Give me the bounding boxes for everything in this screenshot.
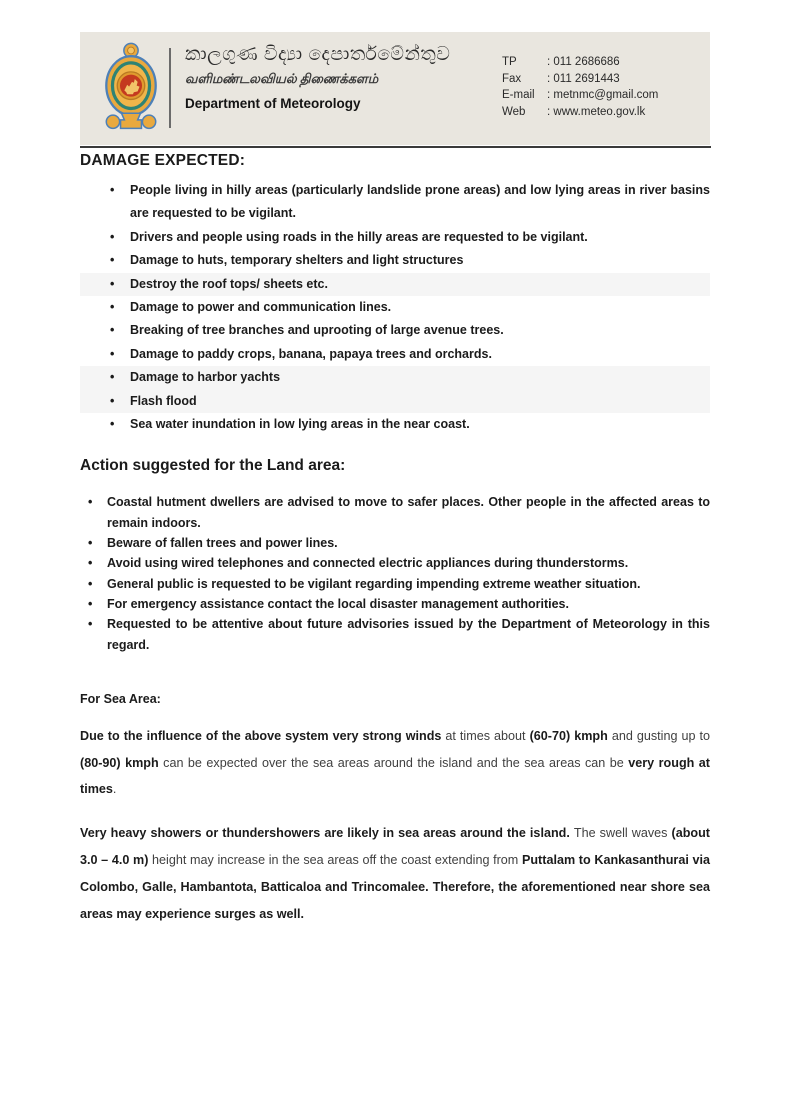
list-item-highlighted: • Destroy the roof tops/ sheets etc.	[80, 273, 710, 296]
list-item: • Avoid using wired telephones and connected electric appliances during thunderstorms.	[80, 553, 710, 573]
list-item: • Beware of fallen trees and power lines.	[80, 533, 710, 553]
text-segment: The swell waves	[573, 826, 672, 841]
list-item-highlighted: • Flash flood	[80, 390, 710, 413]
text-segment: very rough at times	[80, 755, 710, 797]
tp-value: : 011 2686686	[547, 56, 620, 68]
list-item: • Damage to huts, temporary shelters and light structures	[80, 249, 710, 272]
action-land-list	[80, 492, 710, 654]
list-item: • Coastal hutment dwellers are advised to move to safer places. Other people in the affected areas to remain indoors.	[80, 492, 710, 533]
header-divider	[169, 48, 171, 128]
list-item: • General public is requested to be vigilant regarding impending extreme weather situation.	[80, 574, 710, 594]
text-segment: can be expected over the sea areas around the island and the sea areas can be	[163, 755, 629, 770]
damage-expected-heading: DAMAGE EXPECTED:	[80, 152, 246, 169]
contact-row-email	[502, 87, 658, 104]
contact-info	[502, 54, 658, 120]
document-body	[80, 152, 710, 927]
list-item: • Sea water inundation in low lying areas in the near coast.	[80, 413, 710, 436]
text-segment: (about 3.0 – 4.0 m)	[80, 826, 710, 868]
sea-paragraph-swell	[80, 820, 710, 927]
list-item: • Drivers and people using roads in the hilly areas are requested to be vigilant.	[80, 226, 710, 249]
sea-area-heading: For Sea Area:	[80, 691, 161, 706]
damage-expected-list	[80, 179, 710, 436]
fax-value: : 011 2691443	[547, 72, 620, 85]
list-item: • For emergency assistance contact the local disaster management authorities.	[80, 594, 710, 614]
list-item: • Breaking of tree branches and uprooting of large avenue trees.	[80, 319, 710, 342]
text-segment: (60-70) kmph	[529, 728, 612, 743]
action-land-heading: Action suggested for the Land area:	[80, 457, 346, 475]
header-rule	[80, 146, 711, 148]
org-name-tamil: வளிமண்டலவியல் திணைக்களம்	[185, 71, 379, 86]
list-item: • People living in hilly areas (particularly landslide prone areas) and low lying areas in river basins are requested to be vigilant.	[80, 179, 710, 226]
tp-label: TP	[502, 56, 517, 68]
text-segment: (80-90) kmph	[80, 755, 164, 770]
org-name-sinhala: කාලගුණ විද්‍යා දෙපාර්තමේන්තුව	[185, 44, 451, 65]
text-segment: at times about	[445, 728, 530, 743]
email-value: : metnmc@gmail.com	[547, 89, 659, 101]
org-name-english: Department of Meteorology	[185, 96, 361, 111]
text-segment: and gusting up to	[611, 728, 710, 743]
web-value: : www.meteo.gov.lk	[547, 105, 646, 118]
email-label: E-mail	[502, 89, 535, 101]
text-segment: .	[112, 782, 117, 797]
letterhead	[80, 32, 710, 145]
sri-lanka-emblem-logo	[102, 41, 160, 136]
list-item-highlighted: • Damage to harbor yachts	[80, 366, 710, 389]
text-segment: Very heavy showers or thundershowers are likely in sea areas around the island.	[80, 826, 574, 841]
contact-row-fax	[502, 71, 658, 88]
fax-label: Fax	[502, 72, 522, 85]
sea-paragraph-winds	[80, 723, 710, 803]
text-segment: height may increase in the sea areas off the coast extending from	[152, 853, 522, 868]
list-item: • Damage to paddy crops, banana, papaya trees and orchards.	[80, 343, 710, 366]
contact-row-tp	[502, 54, 658, 71]
web-label: Web	[502, 105, 526, 118]
org-names	[185, 42, 485, 115]
text-segment: Puttalam to Kankasanthurai via Colombo, Galle, Hambantota, Batticaloa and Trincomalee. Therefore, the aforementioned near shore sea areas may experience surges as well.	[80, 853, 711, 921]
text-segment: Due to the influence of the above system very strong winds	[80, 728, 446, 743]
contact-row-web	[502, 104, 658, 121]
list-item: • Damage to power and communication lines.	[80, 296, 710, 319]
list-item: • Requested to be attentive about future advisories issued by the Department of Meteorology in this regard.	[80, 614, 710, 655]
